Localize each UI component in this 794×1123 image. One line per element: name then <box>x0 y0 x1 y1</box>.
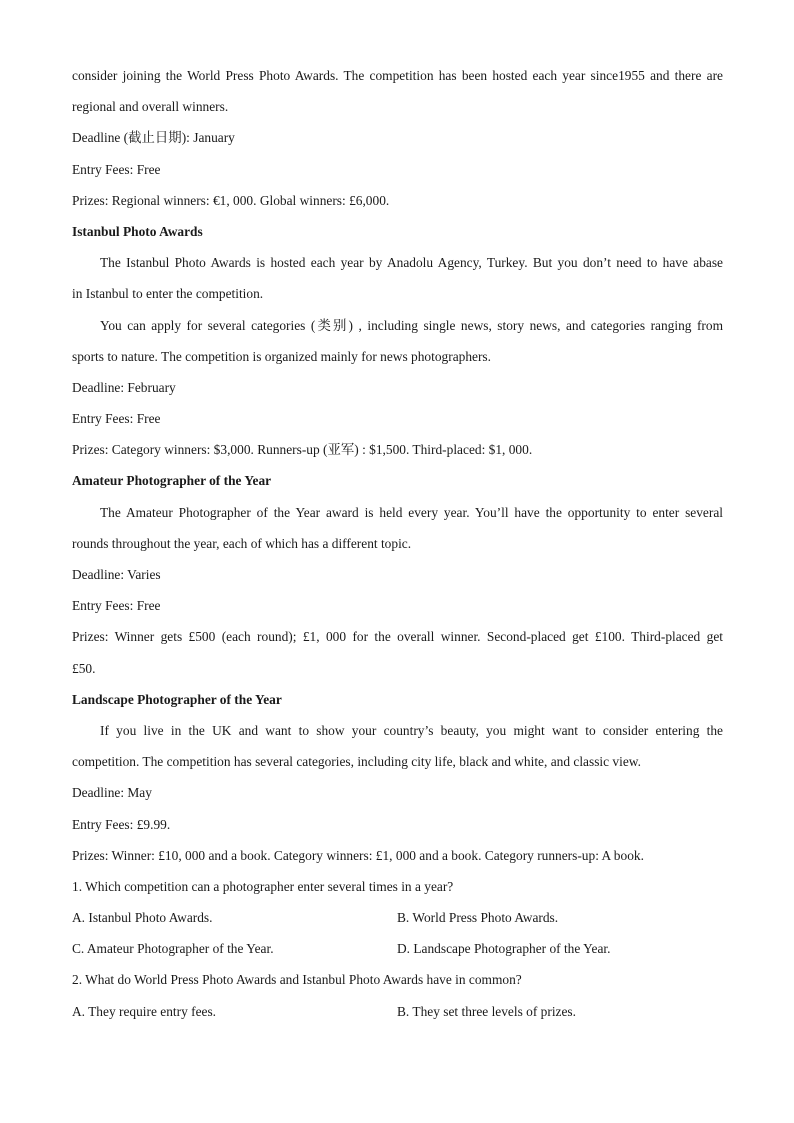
question-2-option-a: A. They require entry fees. <box>72 1003 217 1019</box>
landscape-heading: Landscape Photographer of the Year <box>72 691 282 707</box>
amateur-heading: Amateur Photographer of the Year <box>72 473 272 489</box>
question-1-options-row-1 <box>72 902 723 933</box>
landscape-p1-line2: competition. The competition has several categories, including city life, black and white, and classic view. <box>72 754 641 770</box>
amateur-p1-line1: The Amateur Photographer of the Year award is held every year. You’ll have the opportunity to enter several <box>100 504 723 520</box>
istanbul-prizes: Prizes: Category winners: $3,000. Runners-up (亚军) : $1,500. Third-placed: $1, 000. <box>72 442 533 458</box>
question-1-option-c: C. Amateur Photographer of the Year. <box>72 941 274 957</box>
istanbul-p1-line2: in Istanbul to enter the competition. <box>72 286 264 302</box>
world-press-entry-fees: Entry Fees: Free <box>72 161 161 177</box>
question-1-option-b: B. World Press Photo Awards. <box>397 910 559 926</box>
istanbul-deadline: Deadline: February <box>72 379 176 395</box>
question-2-option-b: B. They set three levels of prizes. <box>397 1003 576 1019</box>
amateur-prizes-line1: Prizes: Winner gets £500 (each round); £1, 000 for the overall winner. Second-placed get £100. Third-placed get <box>72 629 723 645</box>
document-page <box>72 60 723 1027</box>
question-1-options-row-2 <box>72 933 723 964</box>
question-2-options-row-1 <box>72 996 723 1027</box>
question-1-option-d: D. Landscape Photographer of the Year. <box>397 941 611 957</box>
landscape-deadline: Deadline: May <box>72 785 152 801</box>
amateur-p1-line2: rounds throughout the year, each of which has a different topic. <box>72 535 412 551</box>
question-1-stem: 1. Which competition can a photographer enter several times in a year? <box>72 878 454 894</box>
landscape-prizes: Prizes: Winner: £10, 000 and a book. Category winners: £1, 000 and a book. Category runners-up: A book. <box>72 847 644 863</box>
landscape-p1-line1: If you live in the UK and want to show your country’s beauty, you might want to consider entering the <box>100 722 723 738</box>
world-press-prizes: Prizes: Regional winners: €1, 000. Global winners: £6,000. <box>72 192 390 208</box>
question-2-stem: 2. What do World Press Photo Awards and Istanbul Photo Awards have in common? <box>72 972 522 988</box>
istanbul-entry-fees: Entry Fees: Free <box>72 411 161 427</box>
world-press-intro-line1: consider joining the World Press Photo Awards. The competition has been hosted each year since1955 and there are <box>72 68 723 83</box>
world-press-intro-line2: regional and overall winners. <box>72 99 229 115</box>
istanbul-p2-line1: You can apply for several categories (类别) , including single news, story news, and categories ranging from <box>100 317 723 333</box>
question-1-option-a: A. Istanbul Photo Awards. <box>72 910 213 926</box>
amateur-entry-fees: Entry Fees: Free <box>72 598 161 614</box>
amateur-deadline: Deadline: Varies <box>72 567 161 582</box>
istanbul-p2-line2: sports to nature. The competition is organized mainly for news photographers. <box>72 348 491 364</box>
amateur-prizes-line2: £50. <box>72 660 96 676</box>
world-press-deadline: Deadline (截止日期): January <box>72 130 235 146</box>
landscape-entry-fees: Entry Fees: £9.99. <box>72 816 171 832</box>
istanbul-heading: Istanbul Photo Awards <box>72 223 203 239</box>
istanbul-p1-line1: The Istanbul Photo Awards is hosted each year by Anadolu Agency, Turkey. But you don’t need to have abase <box>100 255 723 271</box>
